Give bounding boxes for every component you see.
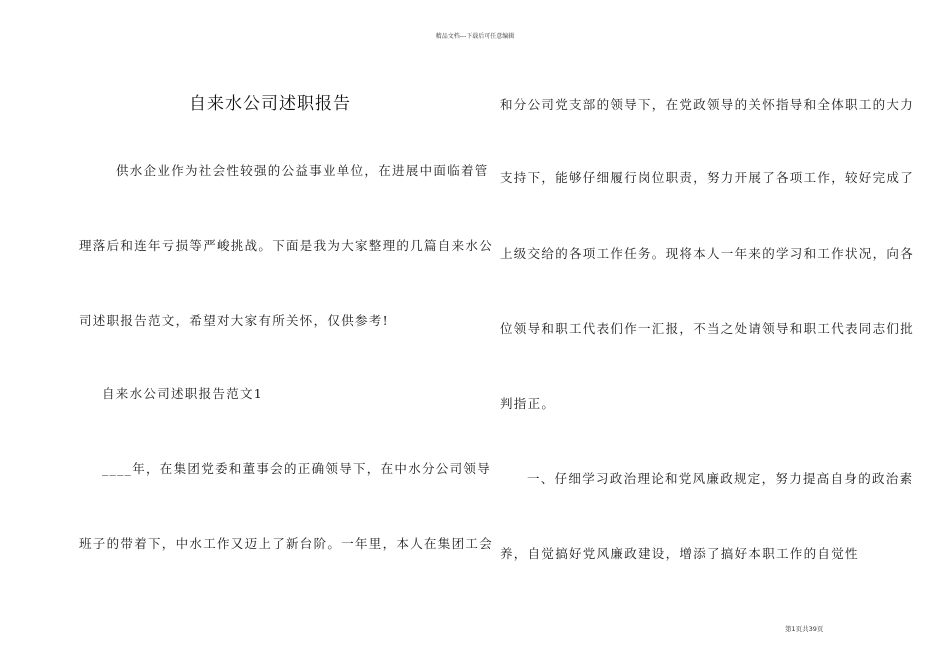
left-line-2: 理落后和连年亏损等严峻挑战。下面是我为大家整理的几篇自来水公 (79, 238, 494, 253)
right-line-2: 支持下，能够仔细履行岗位职责，努力开展了各项工作，较好完成了 (500, 170, 915, 185)
document-title: 自来水公司述职报告 (189, 94, 351, 114)
left-section-heading: 自来水公司述职报告范文1 (102, 386, 264, 401)
left-line-6: 班子的带着下，中水工作又迈上了新台阶。一年里，本人在集团工会 (79, 536, 494, 551)
left-line-5: ____年，在集团党委和董事会的正确领导下，在中水分公司领导 (102, 461, 492, 476)
left-line-1: 供水企业作为社会性较强的公益事业单位，在进展中面临着管 (116, 163, 489, 178)
page-number: 第1页共39页 (785, 625, 824, 633)
right-line-7: 养，自觉搞好党风廉政建设，增添了搞好本职工作的自觉性 (500, 546, 859, 561)
header-note: 精品文档---下载后可任意编辑 (435, 33, 515, 40)
right-line-3: 上级交给的各项工作任务。现将本人一年来的学习和工作状况，向各 (500, 246, 915, 261)
right-line-1: 和分公司党支部的领导下，在党政领导的关怀指导和全体职工的大力 (500, 97, 915, 112)
left-line-3: 司述职报告范文，希望对大家有所关怀，仅供参考! (79, 313, 389, 328)
right-line-5: 判指正。 (500, 396, 556, 411)
right-line-4: 位领导和职工代表们作一汇报，不当之处请领导和职工代表同志们批 (500, 321, 915, 336)
right-line-6: 一、仔细学习政治理论和党风廉政规定，努力提高自身的政治素 (527, 471, 914, 486)
